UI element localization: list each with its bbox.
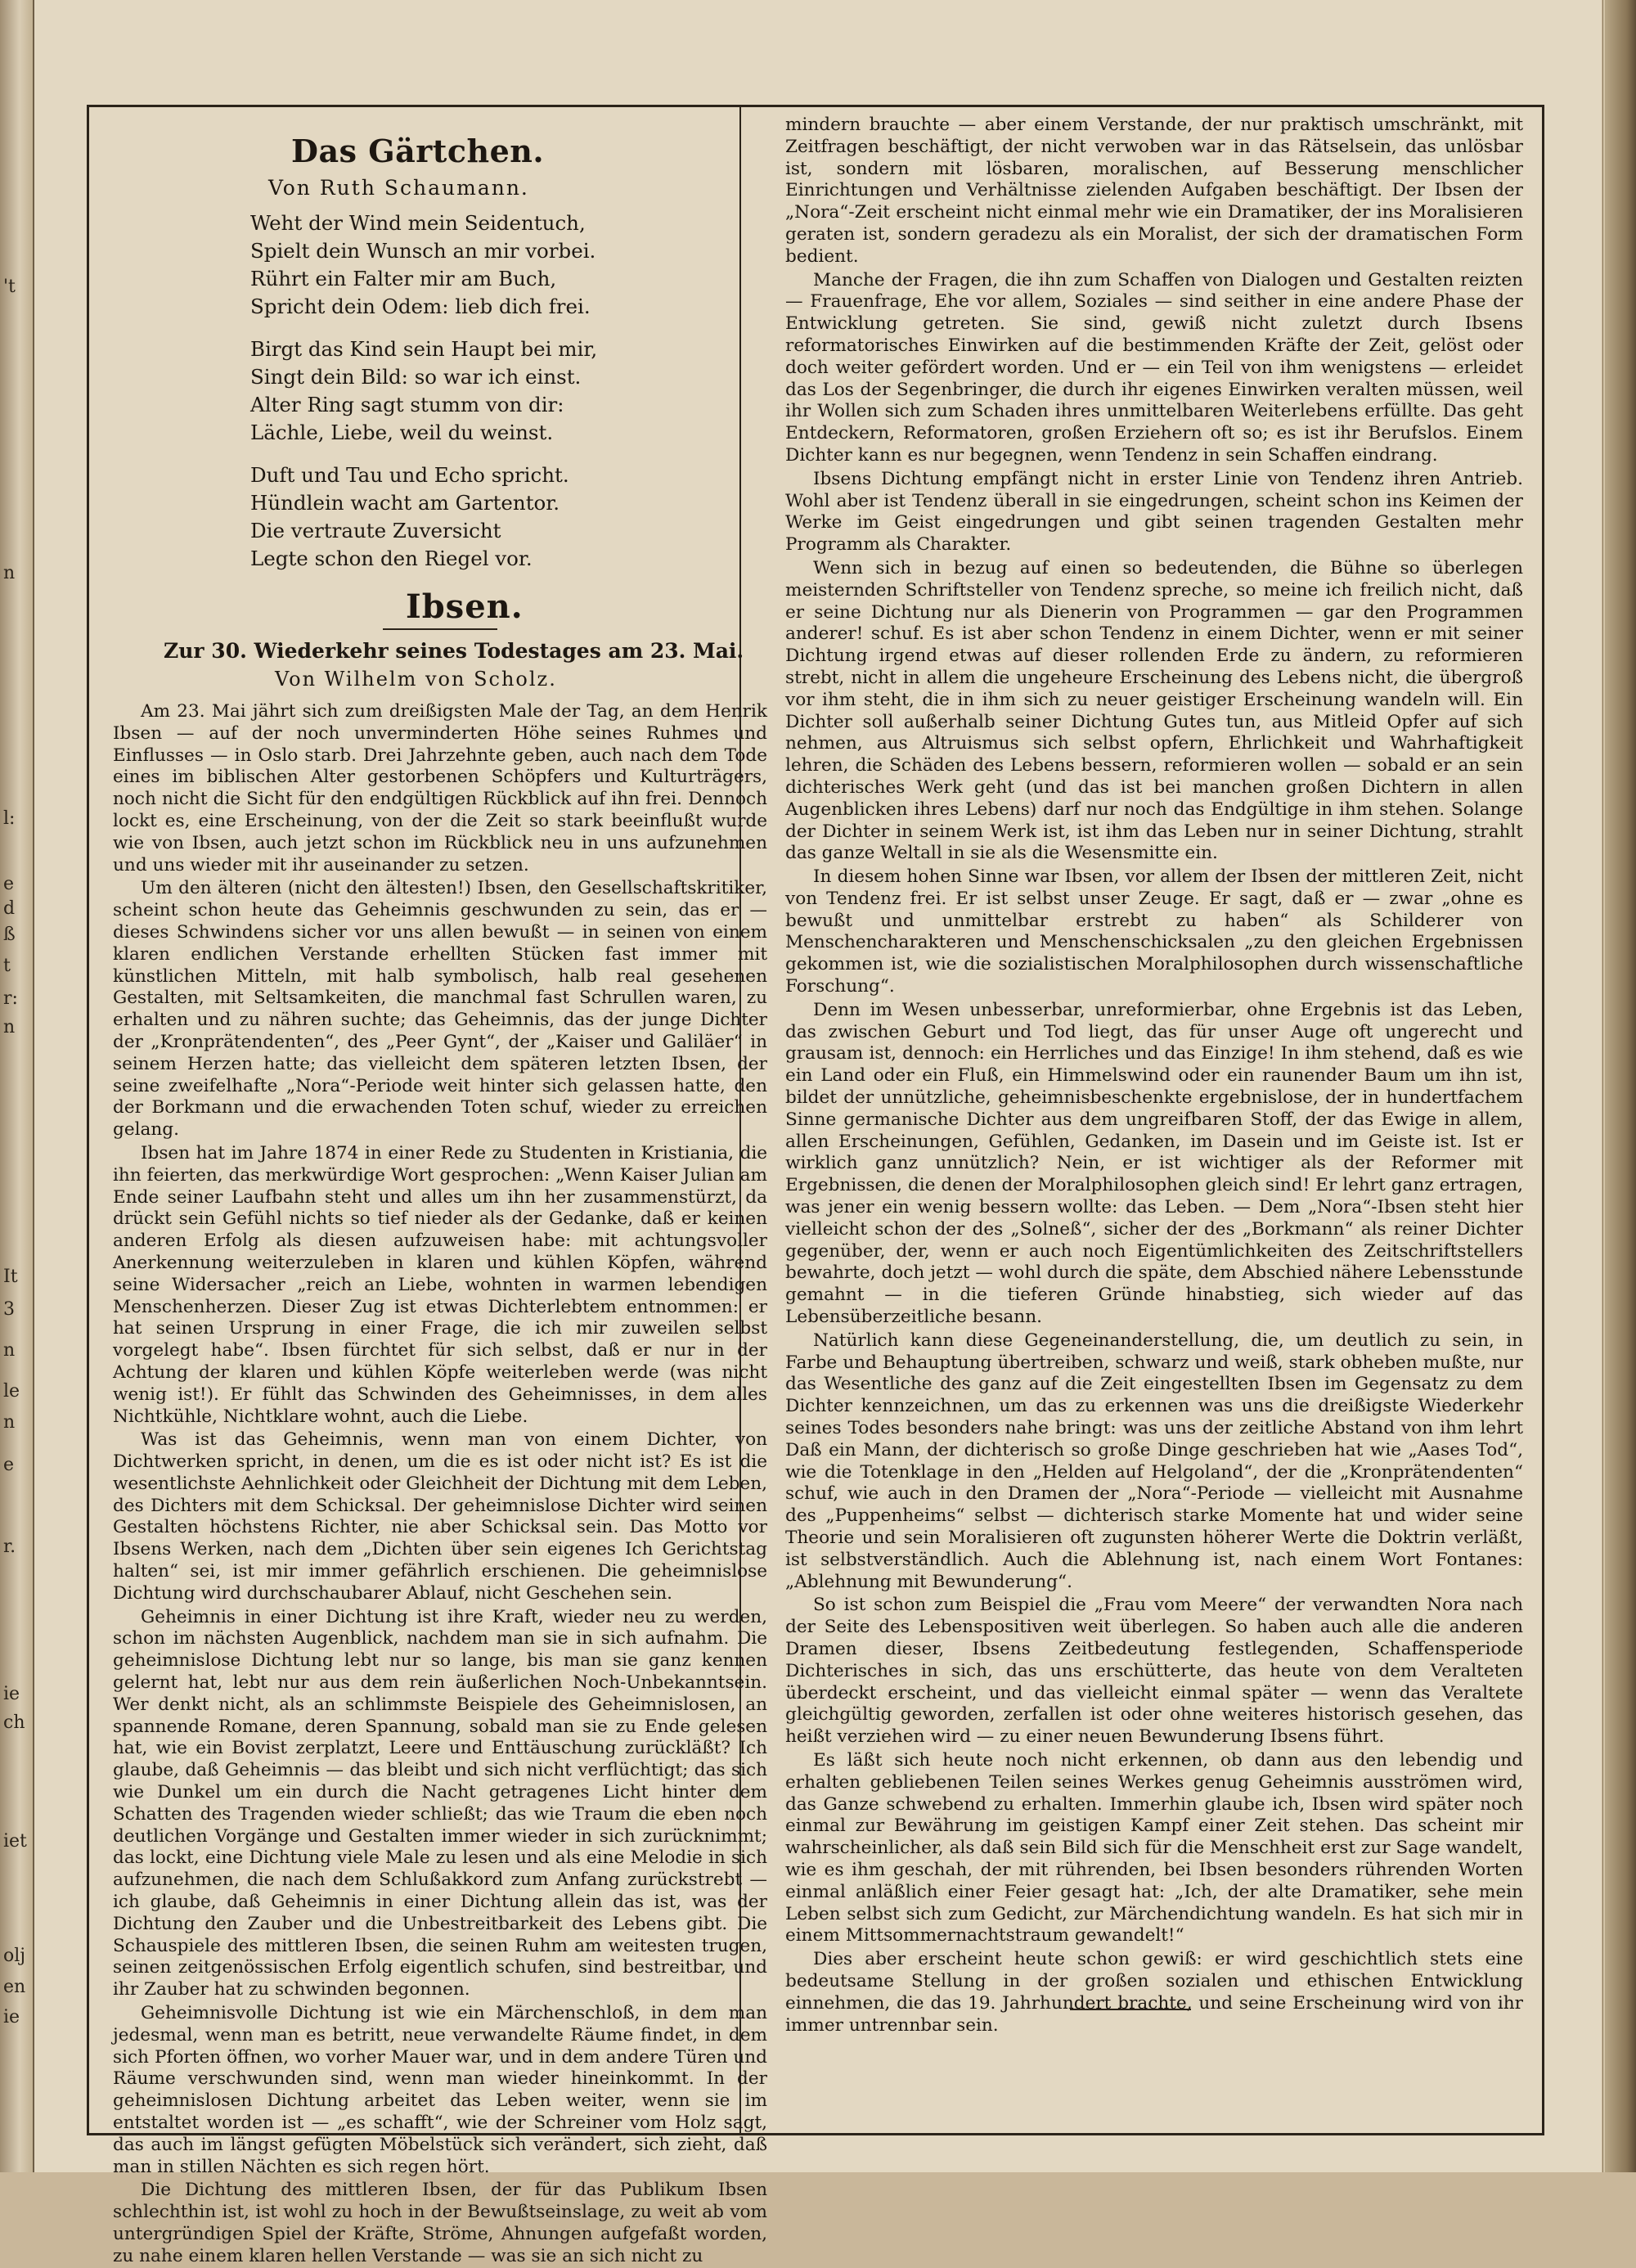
poem-body [250, 209, 767, 573]
article-paragraph: Wenn sich in bezug auf einen so bedeutenden, die Bühne so überlegen meisternden Schriftsteller von Tendenz spreche, so meine ich freilich nicht, daß er seine Dichtung nur als Dienerin von Programmen — gar den Programmen anderer! schuf. Es ist aber schon Tendenz in einem Dichter, wenn er mit seiner Dichtung irgend etwas auf dieser rollenden Erde zu ändern, zu reformieren strebt, nicht in allem die ungeheure Erscheinung des Lebens nicht, die übergroß vor ihm steht, die in ihm sich zu neuer geistiger Erscheinung wandeln will. Ein Dichter soll außerhalb seiner Dichtung Gutes tun, aus Mitleid Opfer auf sich nehmen, aus Altruismus sich selbst opfern, Ehrlichkeit und Wahrhaftigkeit lehren, die Schäden des Lebens bessern, reformieren wollen — sobald er an sein dichterisches Werk geht (und das ist bei manchen großen Dichtern in allen Augenblicken ihres Lebens) darf nur noch das Endgültige in ihm stehen. Solange der Dichter in seinem Werk ist, ist ihm das Leben nur in seiner Dichtung, strahlt das ganze Weltall in sie als die Wesensmitte ein. [785, 557, 1523, 864]
margin-fragment: n [3, 563, 16, 583]
article-author: Von Wilhelm von Scholz. [275, 668, 557, 691]
poem-line: Duft und Tau und Echo spricht. [250, 463, 569, 487]
poem-line: Hündlein wacht am Gartentor. [250, 491, 560, 515]
article-title: Ibsen. [406, 587, 524, 626]
margin-fragment: n [3, 1017, 16, 1037]
article-paragraph: Was ist das Geheimnis, wenn man von einem Dichter, von Dichtwerken spricht, in denen, um die es ist oder nicht ist? Es ist die wesentlichste Aehnlichkeit oder Gleichheit der Dichtung mit dem Leben, des Dichters mit dem Schicksal. Der geheimnislose Dichter wird seinen Gestalten höchstens Richter, nie aber Schicksal sein. Das Motto vor Ibsens Werken, nach dem „Dichten über sein eigenes Ich Gerichtstag halten“ sei, ist mir immer gefährlich erschienen. Die geheimnislose Dichtung wird durchschaubarer Ablauf, nicht Geschehen sein. [113, 1429, 767, 1604]
poem-author: Von Ruth Schaumann. [268, 176, 529, 200]
margin-fragment: d [3, 898, 16, 919]
poem-line: Spielt dein Wunsch an mir vorbei. [250, 239, 596, 263]
poem-stanza [250, 335, 767, 447]
poem-line: Legte schon den Riegel vor. [250, 547, 533, 570]
poem-title: Das Gärtchen. [291, 133, 545, 169]
book-edge [1605, 0, 1636, 2172]
margin-fragment: ie [3, 2007, 20, 2027]
poem-line: Singt dein Bild: so war ich einst. [250, 365, 582, 389]
margin-fragment: ie [3, 1684, 20, 1704]
article-paragraph: Ibsen hat im Jahre 1874 in einer Rede zu Studenten in Kristiania, die ihn feierten, das merkwürdige Wort gesprochen: „Wenn Kaiser Julian am Ende seiner Laufbahn steht und alles um ihn her zusammenstürzt, da drückt sein Gefühl nichts so tief nieder als der Gedanke, daß er keinen anderen Erfolg als diesen aufzuweisen habe: mit achtungsvoller Anerkennung weiterzuleben in klaren und kühlen Köpfen, während seine Widersacher „reich an Liebe, wohnten in warmen lebendigen Menschenherzen. Dieser Zug ist etwas Dichterlebtem entnommen: er hat seinen Ursprung in einer Frage, die ich mir zuweilen selbst vorgelegt habe“. Ibsen fürchtet für sich selbst, daß er nur in der Achtung der klaren und kühlen Köpfe weiterleben werde (was nicht wenig ist!). Er fühlt das Schwinden des Geheimnisses, in dem alles Nichtkühle, Nichtklare wohnt, auch die Liebe. [113, 1142, 767, 1427]
margin-fragment: e [3, 1455, 15, 1475]
margin-fragment: ch [3, 1712, 25, 1733]
article-paragraph: So ist schon zum Beispiel die „Frau vom Meere“ der verwandten Nora nach der Seite des Lebenspositiven weit überlegen. So haben auch alle die anderen Dramen dieser, Ibsens Zeitbedeutung festlegenden, Schaffensperiode Dichterisches in sich, das uns erschütterte, das heute von dem Veralteten überdeckt erscheint, und das vielleicht einmal später — wenn das Veraltete gleichgültig geworden, zerfallen ist oder ohne weiteres historisch gesehen, das heißt verziehen wird — zu einer neuen Bewunderung Ibsens führt. [785, 1595, 1523, 1748]
margin-fragment: olj [3, 1946, 26, 1966]
article-paragraph: mindern brauchte — aber einem Verstande, der nur praktisch umschränkt, mit Zeitfragen beschäftigt, der nicht verwoben war in das Rätselsein, das unlösbar ist, sondern mit lösbaren, moralischen, auf Besserung menschlicher Einrichtungen und Verhältnisse zielenden Aufgaben beschäftigt. Der Ibsen der „Nora“-Zeit erscheint nicht einmal mehr wie ein Dramatiker, der ins Moralisieren geraten ist, sondern geradezu als ein Moralist, der sich der dramatischen Form bedient. [785, 115, 1523, 267]
left-page-binding [0, 0, 34, 2172]
article-paragraph: Natürlich kann diese Gegeneinanderstellung, die, um deutlich zu sein, in Farbe und Behauptung übertreiben, schwarz und weiß, stark obheben mußte, nur das Wesentliche des ganz auf die Zeit eingestellten Ibsen im Gegensatz zu dem Dichter kennzeichnen, um das zu erkennen was uns die dreißigste Wiederkehr seines Todes besonders nahe bringt: was uns der zeitliche Abstand von ihm lehrt Daß ein Mann, der dichterisch so große Dinge geschrieben hat wie „Aases Tod“, wie die Totenklage in den „Helden auf Helgoland“, der die „Kronprätendenten“ schuf, wie auch in den Dramen der „Nora“-Periode — vielleicht mit Ausnahme des „Puppenheims“ selbst — dichterisch starke Momente hat und wider seine Theorie und sein Moralisieren oft zugunsten höherer Werte die Doktrin verläßt, ist selbstverständlich. Auch die Ablehnung ist, nach einem Wort Fontanes: „Ablehnung mit Bewunderung“. [785, 1330, 1523, 1592]
margin-fragment: en [3, 1977, 26, 1997]
margin-fragment: 3 [3, 1299, 15, 1320]
article-paragraph: Geheimnisvolle Dichtung ist wie ein Märchenschloß, in dem man jedesmal, wenn man es betritt, neue verwandelte Räume findet, in dem sich Pforten öffnen, wo vorher Mauer war, und in dem andere Türen und Räume verschwunden sind, wenn man wieder hineinkommt. In der geheimnislosen Dichtung arbeitet das Leben weiter, wenn sie im entstaltet worden ist — „es schafft“, wie der Schreiner vom Holz sagt, das auch im längst gefügten Möbelstück sich verändert, sich zieht, daß man in stillen Nächten es sich regen hört. [113, 2003, 767, 2177]
poem-stanza [250, 461, 767, 573]
article-paragraph: Dies aber erscheint heute schon gewiß: er wird geschichtlich stets eine bedeutsame Stellung in der großen sozialen und ethischen Entwicklung einnehmen, die das 19. Jahrhundert brachte, und seine Erscheinung wird von ihr immer untrennbar sein. [785, 1949, 1523, 2036]
margin-fragment: n [3, 1412, 16, 1433]
margin-fragment: le [3, 1381, 20, 1402]
article-paragraph: Die Dichtung des mittleren Ibsen, der für das Publikum Ibsen schlechthin ist, ist wohl zu hoch in der Bewußtseinslage, zu weit ab vom untergründigen Spiel der Kräfte, Ströme, Ahnungen aufgefaßt worden, zu nahe einem klaren hellen Verstande — was sie an sich nicht zu [113, 2180, 767, 2266]
article-subtitle: Zur 30. Wiederkehr seines Todestages am 23. Mai. [164, 639, 744, 663]
margin-fragment: 't [3, 277, 16, 297]
margin-fragment: e [3, 874, 15, 894]
margin-fragment: t [3, 956, 11, 976]
article-paragraph: Manche der Fragen, die ihn zum Schaffen von Dialogen und Gestalten reizten — Frauenfrage, Ehe vor allem, Soziales — sind seither in eine andere Phase der Entwicklung getreten. Sie sind, gewiß nicht zuletzt durch Ibsens reformatorisches Einwirken auf die bestimmenden Kräfte der Zeit, gelöst oder doch weiter gefördert worden. Und er — ein Teil von ihm wenigstens — erleidet das Los der Segenbringer, die durch ihr eigenes Einwirken veralten müssen, weil ihr Wollen sich zum Schaden ihres unmittelbaren Weiterlebens erfüllte. Das geht Entdeckern, Reformatoren, großen Erziehern oft so; es ist ihr Berufslos. Einem Dichter kann es nur begegnen, wenn Tendenz in sein Schaffen eindrang. [785, 269, 1523, 466]
right-column [785, 115, 1523, 2036]
margin-fragment: iet [3, 1831, 27, 1852]
poem-line: Alter Ring sagt stumm von dir: [250, 393, 564, 416]
article-paragraph: Am 23. Mai jährt sich zum dreißigsten Male der Tag, an dem Henrik Ibsen — auf der noch unverminderten Höhe seines Ruhmes und Einflusses — in Oslo starb. Drei Jahrzehnte geben, auch nach dem Tode eines im biblischen Alter gestorbenen Schöpfers und Kulturträgers, noch nicht die Sicht für den endgültigen Rückblick auf ihn frei. Dennoch lockt es, eine Erscheinung, von der die Zeit so stark beeinflußt wurde wie von Ibsen, auch jetzt schon im Rückblick neu in uns aufzunehmen und uns wieder mit ihr auseinander zu setzen. [113, 701, 767, 875]
article-paragraph: Ibsens Dichtung empfängt nicht in erster Linie von Tendenz ihren Antrieb. Wohl aber ist Tendenz überall in sie eingedrungen, scheint schon ins Keimen der Werke im Geist eingedrungen und gibt seinen tragenden Gestalten mehr Programm als Charakter. [785, 468, 1523, 556]
article-paragraph: Geheimnis in einer Dichtung ist ihre Kraft, wieder neu zu werden, schon im nächsten Augenblick, nachdem man sie in sich aufnahm. Die geheimnislose Dichtung lebt nur so lange, bis man sie ganz kennen gelernt hat, lebt nur aus dem rein äußerlichen Noch-Unbekanntsein. Wer denkt nicht, als an schlimmste Beispiele des Geheimnislosen, an spannende Romane, deren Spannung, sobald man sie zu Ende gelesen hat, wie ein Bovist zerplatzt, Leere und Enttäuschung zurückläßt? Ich glaube, daß Geheimnis — das bleibt und sich nicht verflüchtigt; das sich wie Dunkel um ein durch die Nacht getragenes Licht hinter dem Schatten des Tragenden wieder schließt; das wie Traum die eben noch deutlichen Vorgänge und Gestalten immer wieder in sich zurücknimmt; das lockt, eine Dichtung viele Male zu lesen und als eine Melodie in sich aufzunehmen, die nach dem Schlußakkord zum Anfang zurückstrebt — ich glaube, daß Geheimnis in einer Dichtung allein das ist, was der Dichtung den Zauber und die Unbestreitbarkeit des Lebens gibt. Die Schauspiele des mittleren Ibsen, die seinen Ruhm am weitesten trugen, seinen zeitgenössischen Erfolg eigentlich schufen, sind bestreitbar, und ihr Zauber hat zu schwinden begonnen. [113, 1606, 767, 2000]
poem-line: Weht der Wind mein Seidentuch, [250, 211, 586, 235]
margin-fragment: r. [3, 1537, 16, 1557]
article-paragraph: Denn im Wesen unbesserbar, unreformierbar, ohne Ergebnis ist das Leben, das zwischen Geburt und Tod liegt, das für unser Auge oft ungerecht und grausam ist, dennoch: ein Herrliches und das Einzige! In ihm stehend, daß es wie ein Land oder ein Fluß, ein Himmelswind oder ein raunender Baum um ihn ist, bildet der unnützliche, geheimnisbeschenkte ergebnislose, der in hundertfachem Sinne germanische Dichter aus dem ungreifbaren Stoff, der das Ewige in allem, allen Erscheinungen, Gefühlen, Gedanken, im Dasein und im Geiste ist. Ist er wirklich ganz unnützlich? Nein, er ist wichtiger als der Reformer mit Ergebnissen, die denen der Moralphilosophen gleich sind! Er lehrt ganz ertragen, was jener ein wenig bessern wollte: das Leben. — Dem „Nora“-Ibsen steht hier vielleicht schon der des „Solneß“, sicher der des „Borkmann“ als reiner Dichter gegenüber, der, wenn er auch noch Eigentümlichkeiten des Zeitschriftstellers bewahrte, doch jetzt — wohl durch die späte, dem Abschied nähere Lebensstunde gemahnt — in die tieferen Gründe hinabstieg, sich wieder auf das Lebensüberzeitliche besann. [785, 999, 1523, 1328]
poem-line: Birgt das Kind sein Haupt bei mir, [250, 337, 598, 361]
left-column [113, 123, 767, 2268]
poem-stanza [250, 209, 767, 321]
article-paragraph: In diesem hohen Sinne war Ibsen, vor allem der Ibsen der mittleren Zeit, nicht von Tendenz frei. Er ist selbst unser Zeuge. Er sagt, daß er — zwar „ohne es bewußt und unmittelbar erstrebt zu haben“ als Schilderer von Menschencharakteren und Menschenschicksalen „zu den gleichen Ergebnissen gekommen ist, wie die sozialistischen Moralphilosophen durch wissenschaftliche Forschung“. [785, 866, 1523, 997]
poem-line: Spricht dein Odem: lieb dich frei. [250, 295, 591, 318]
margin-fragment: l: [3, 808, 16, 829]
article-paragraph: Um den älteren (nicht den ältesten!) Ibsen, den Gesellschaftskritiker, scheint schon heute das Geheimnis geschwunden zu sein, das er — dieses Schwindens sicher vor uns allen bewußt — in seinen von einem klaren endlichen Verstande erhellten Stücken fast immer mit künstlichen Mitteln, mit halb symbolisch, halb real gesehenen Gestalten, mit Seltsamkeiten, die manchmal fast Schrullen waren, zu erhalten und zu nähren suchte; das Geheimnis, das der junge Dichter der „Kronprätendenten“, des „Peer Gynt“, der „Kaiser und Galiläer“ in seinem Herzen hatte; das vielleicht dem späteren letzten Ibsen, der seine zweifelhafte „Nora“-Periode weit hinter sich gelassen hatte, den der Borkmann und die erwachenden Toten schuf, wieder zu erreichen gelang. [113, 878, 767, 1141]
margin-fragment: n [3, 1340, 16, 1361]
article-paragraph: Es läßt sich heute noch nicht erkennen, ob dann aus den lebendig und erhalten gebliebenen Teilen seines Werkes genug Geheimnis ausströmen wird, das Ganze schwebend zu erhalten. Immerhin glaube ich, Ibsen wird später noch einmal zur Bewährung im geistigen Kampf einer Zeit stehen. Das scheint mir wahrscheinlicher, als daß sein Bild sich für die Menschheit erst zur Sage wandelt, wie es ihm geschah, der mit rührenden, bei Ibsen besonders rührenden Worten einmal anläßlich einer Feier gesagt hat: „Ich, der alte Dramatiker, sehe mein Leben selbst sich zum Gedicht, zur Märchendichtung wandeln. Es hat sich mir in einem Mittsommernachtstraum gewandelt!“ [785, 1749, 1523, 1946]
poem-line: Lächle, Liebe, weil du weinst. [250, 421, 554, 444]
poem-line: Die vertraute Zuversicht [250, 519, 501, 542]
end-rule [1070, 2009, 1191, 2013]
poem-line: Rührt ein Falter mir am Buch, [250, 267, 557, 290]
margin-fragment: r: [3, 988, 18, 1009]
title-rule [383, 628, 497, 632]
margin-fragment: It [3, 1267, 18, 1287]
margin-fragment: ß [3, 925, 16, 945]
